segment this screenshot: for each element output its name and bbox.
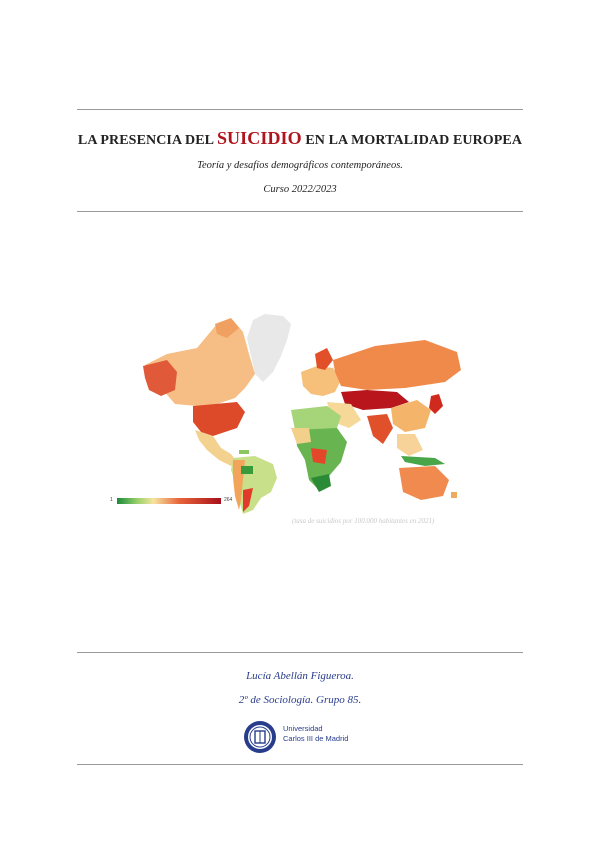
university-line-2: Carlos III de Madrid	[283, 734, 349, 743]
southeast-asia-region	[397, 434, 423, 456]
author-group: 2º de Sociología. Grupo 85.	[238, 694, 362, 706]
university-seal-icon	[243, 720, 277, 754]
university-line-1: Universidad	[283, 724, 323, 733]
course-label: Curso 2022/2023	[263, 184, 337, 195]
subtitle: Teoría y desafíos demográficos contemporáneos.	[197, 160, 403, 171]
title-suffix: EN LA MORTALIDAD EUROPEA	[301, 133, 523, 148]
title-prefix: LA PRESENCIA DEL	[77, 133, 217, 148]
indonesia-region	[401, 456, 445, 466]
africa-west-region	[291, 428, 311, 444]
africa-central-region	[311, 448, 327, 464]
author-name: Lucía Abellán Figueroa.	[246, 670, 354, 682]
russia-region	[333, 340, 461, 390]
australia-region	[399, 466, 449, 500]
mexico-region	[195, 430, 237, 466]
top-rule	[77, 109, 523, 110]
india-region	[367, 414, 393, 444]
document-title	[0, 128, 600, 149]
title-highlight: SUICIDIO	[216, 128, 302, 148]
footer-top-rule	[77, 652, 523, 653]
scale-min-label: 1	[110, 497, 113, 503]
scandinavia-region	[315, 348, 333, 370]
header-bottom-rule	[77, 211, 523, 212]
color-scale-bar	[117, 498, 221, 504]
world-suicide-map	[105, 310, 475, 515]
map-caption: (tasa de suicidios por 100.000 habitantes en 2021)	[292, 517, 435, 525]
usa-region	[193, 402, 245, 436]
university-logo	[243, 720, 363, 754]
scale-max-label: 264	[224, 497, 233, 503]
university-name	[283, 724, 348, 744]
bottom-rule	[77, 764, 523, 765]
japan-region	[429, 394, 443, 414]
